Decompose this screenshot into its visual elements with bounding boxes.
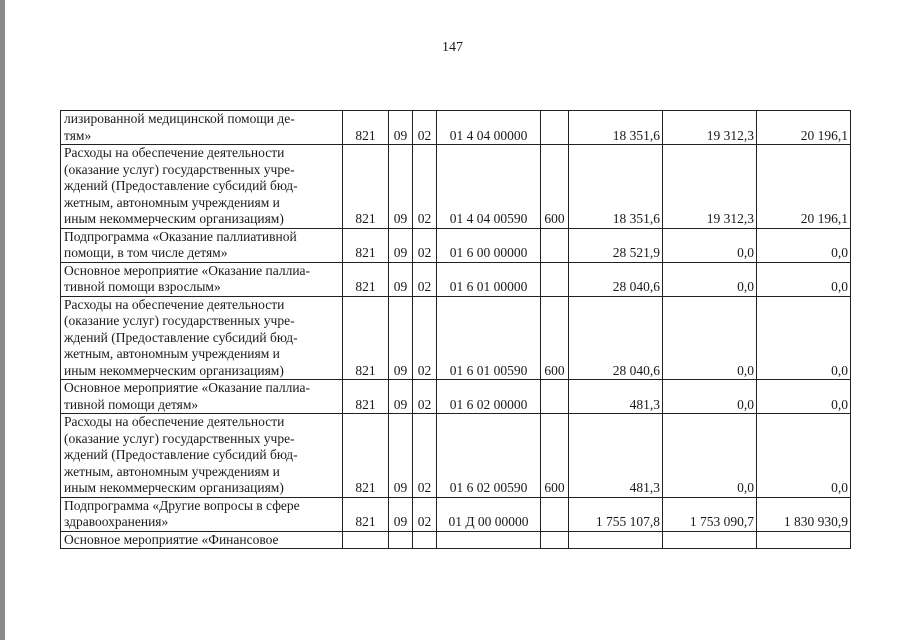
description-cell	[61, 145, 343, 229]
amount-year2-cell: 19 312,3	[663, 145, 757, 229]
target-article-cell: 01 6 02 00000	[437, 380, 541, 414]
ministry-code-cell: 821	[343, 414, 389, 498]
subsection-code-cell: 02	[413, 145, 437, 229]
amount-year1-cell: 28 040,6	[569, 262, 663, 296]
target-article-cell: 01 6 01 00590	[437, 296, 541, 380]
amount-year1-cell: 28 040,6	[569, 296, 663, 380]
target-article-cell: 01 6 01 00000	[437, 262, 541, 296]
description-line: Расходы на обеспечение деятельности	[64, 414, 285, 429]
description-line: Основное мероприятие «Оказание паллиа-	[64, 380, 311, 395]
amount-year3-cell: 20 196,1	[757, 111, 851, 145]
description-line: Основное мероприятие «Оказание паллиа-	[64, 262, 311, 278]
section-code-cell: 09	[389, 228, 413, 262]
amount-year1-cell: 18 351,6	[569, 111, 663, 145]
description-line: ждений (Предоставление субсидий бюд-	[64, 329, 298, 345]
description-line: (оказание услуг) государственных учре-	[64, 161, 295, 177]
target-article-cell: 01 4 04 00590	[437, 145, 541, 229]
description-line: Расходы на обеспечение деятельности	[64, 296, 285, 312]
section-code-cell: 09	[389, 497, 413, 531]
subsection-code-cell: 02	[413, 497, 437, 531]
subsection-code-cell: 02	[413, 380, 437, 414]
amount-year2-cell	[663, 531, 757, 549]
scan-edge-shadow	[0, 0, 5, 640]
description-line: (оказание услуг) государственных учре-	[64, 430, 295, 446]
subsection-code-cell: 02	[413, 111, 437, 145]
ministry-code-cell	[343, 531, 389, 549]
description-line: Расходы на обеспечение деятельности	[64, 145, 285, 160]
subsection-code-cell: 02	[413, 228, 437, 262]
description-cell	[61, 296, 343, 380]
expense-type-cell	[541, 531, 569, 549]
section-code-cell: 09	[389, 296, 413, 380]
expense-type-cell	[541, 111, 569, 145]
table-row	[61, 531, 851, 549]
description-line: помощи, в том числе детям»	[64, 245, 228, 260]
amount-year2-cell: 0,0	[663, 380, 757, 414]
ministry-code-cell: 821	[343, 228, 389, 262]
amount-year3-cell: 1 830 930,9	[757, 497, 851, 531]
budget-table	[60, 110, 851, 549]
description-cell	[61, 228, 343, 262]
table-row	[61, 497, 851, 531]
target-article-cell: 01 4 04 00000	[437, 111, 541, 145]
table-row	[61, 111, 851, 145]
expense-type-cell	[541, 380, 569, 414]
amount-year2-cell: 0,0	[663, 414, 757, 498]
description-cell	[61, 111, 343, 145]
amount-year1-cell: 481,3	[569, 380, 663, 414]
description-cell	[61, 531, 343, 549]
amount-year3-cell: 20 196,1	[757, 145, 851, 229]
description-line: здравоохранения»	[64, 514, 169, 529]
description-line: тям»	[64, 127, 92, 143]
budget-table-body	[61, 111, 851, 549]
section-code-cell: 09	[389, 262, 413, 296]
amount-year3-cell: 0,0	[757, 414, 851, 498]
table-row	[61, 145, 851, 229]
amount-year1-cell: 481,3	[569, 414, 663, 498]
subsection-code-cell: 02	[413, 414, 437, 498]
description-line: жетным, автономным учреждениям и	[64, 346, 280, 361]
subsection-code-cell: 02	[413, 296, 437, 380]
table-row	[61, 262, 851, 296]
description-line: жетным, автономным учреждениям и	[64, 194, 280, 210]
table-row	[61, 228, 851, 262]
amount-year1-cell: 1 755 107,8	[569, 497, 663, 531]
description-cell	[61, 262, 343, 296]
table-row	[61, 380, 851, 414]
target-article-cell: 01 Д 00 00000	[437, 497, 541, 531]
ministry-code-cell: 821	[343, 497, 389, 531]
ministry-code-cell: 821	[343, 380, 389, 414]
description-cell	[61, 497, 343, 531]
description-line: иным некоммерческим организациям)	[64, 211, 284, 226]
ministry-code-cell: 821	[343, 145, 389, 229]
amount-year3-cell: 0,0	[757, 228, 851, 262]
ministry-code-cell: 821	[343, 111, 389, 145]
expense-type-cell	[541, 228, 569, 262]
amount-year2-cell: 0,0	[663, 228, 757, 262]
amount-year1-cell: 28 521,9	[569, 228, 663, 262]
amount-year1-cell: 18 351,6	[569, 145, 663, 229]
amount-year2-cell: 0,0	[663, 296, 757, 380]
amount-year3-cell	[757, 531, 851, 549]
description-line: Основное мероприятие «Финансовое	[64, 531, 279, 547]
amount-year2-cell: 0,0	[663, 262, 757, 296]
ministry-code-cell: 821	[343, 296, 389, 380]
amount-year3-cell: 0,0	[757, 380, 851, 414]
description-line: тивной помощи детям»	[64, 396, 199, 412]
description-line: ждений (Предоставление субсидий бюд-	[64, 447, 298, 462]
expense-type-cell: 600	[541, 414, 569, 498]
target-article-cell: 01 6 00 00000	[437, 228, 541, 262]
section-code-cell	[389, 531, 413, 549]
expense-type-cell: 600	[541, 296, 569, 380]
table-row	[61, 296, 851, 380]
description-line: тивной помощи взрослым»	[64, 279, 221, 294]
expense-type-cell: 600	[541, 145, 569, 229]
amount-year2-cell: 1 753 090,7	[663, 497, 757, 531]
expense-type-cell	[541, 497, 569, 531]
description-line: лизированной медицинской помощи де-	[64, 111, 295, 126]
target-article-cell	[437, 531, 541, 549]
description-cell	[61, 414, 343, 498]
section-code-cell: 09	[389, 380, 413, 414]
subsection-code-cell: 02	[413, 262, 437, 296]
amount-year3-cell: 0,0	[757, 262, 851, 296]
subsection-code-cell	[413, 531, 437, 549]
description-line: (оказание услуг) государственных учре-	[64, 313, 295, 328]
amount-year2-cell: 19 312,3	[663, 111, 757, 145]
amount-year3-cell: 0,0	[757, 296, 851, 380]
description-line: жетным, автономным учреждениям и	[64, 463, 280, 479]
section-code-cell: 09	[389, 111, 413, 145]
description-line: Подпрограмма «Другие вопросы в сфере	[64, 497, 300, 513]
section-code-cell: 09	[389, 145, 413, 229]
amount-year1-cell	[569, 531, 663, 549]
ministry-code-cell: 821	[343, 262, 389, 296]
description-line: иным некоммерческим организациям)	[64, 362, 284, 378]
description-line: ждений (Предоставление субсидий бюд-	[64, 178, 298, 193]
description-line: Подпрограмма «Оказание паллиативной	[64, 228, 297, 244]
section-code-cell: 09	[389, 414, 413, 498]
target-article-cell: 01 6 02 00590	[437, 414, 541, 498]
description-line: иным некоммерческим организациям)	[64, 480, 284, 495]
description-cell	[61, 380, 343, 414]
expense-type-cell	[541, 262, 569, 296]
table-row	[61, 414, 851, 498]
page-number: 147	[442, 40, 463, 55]
